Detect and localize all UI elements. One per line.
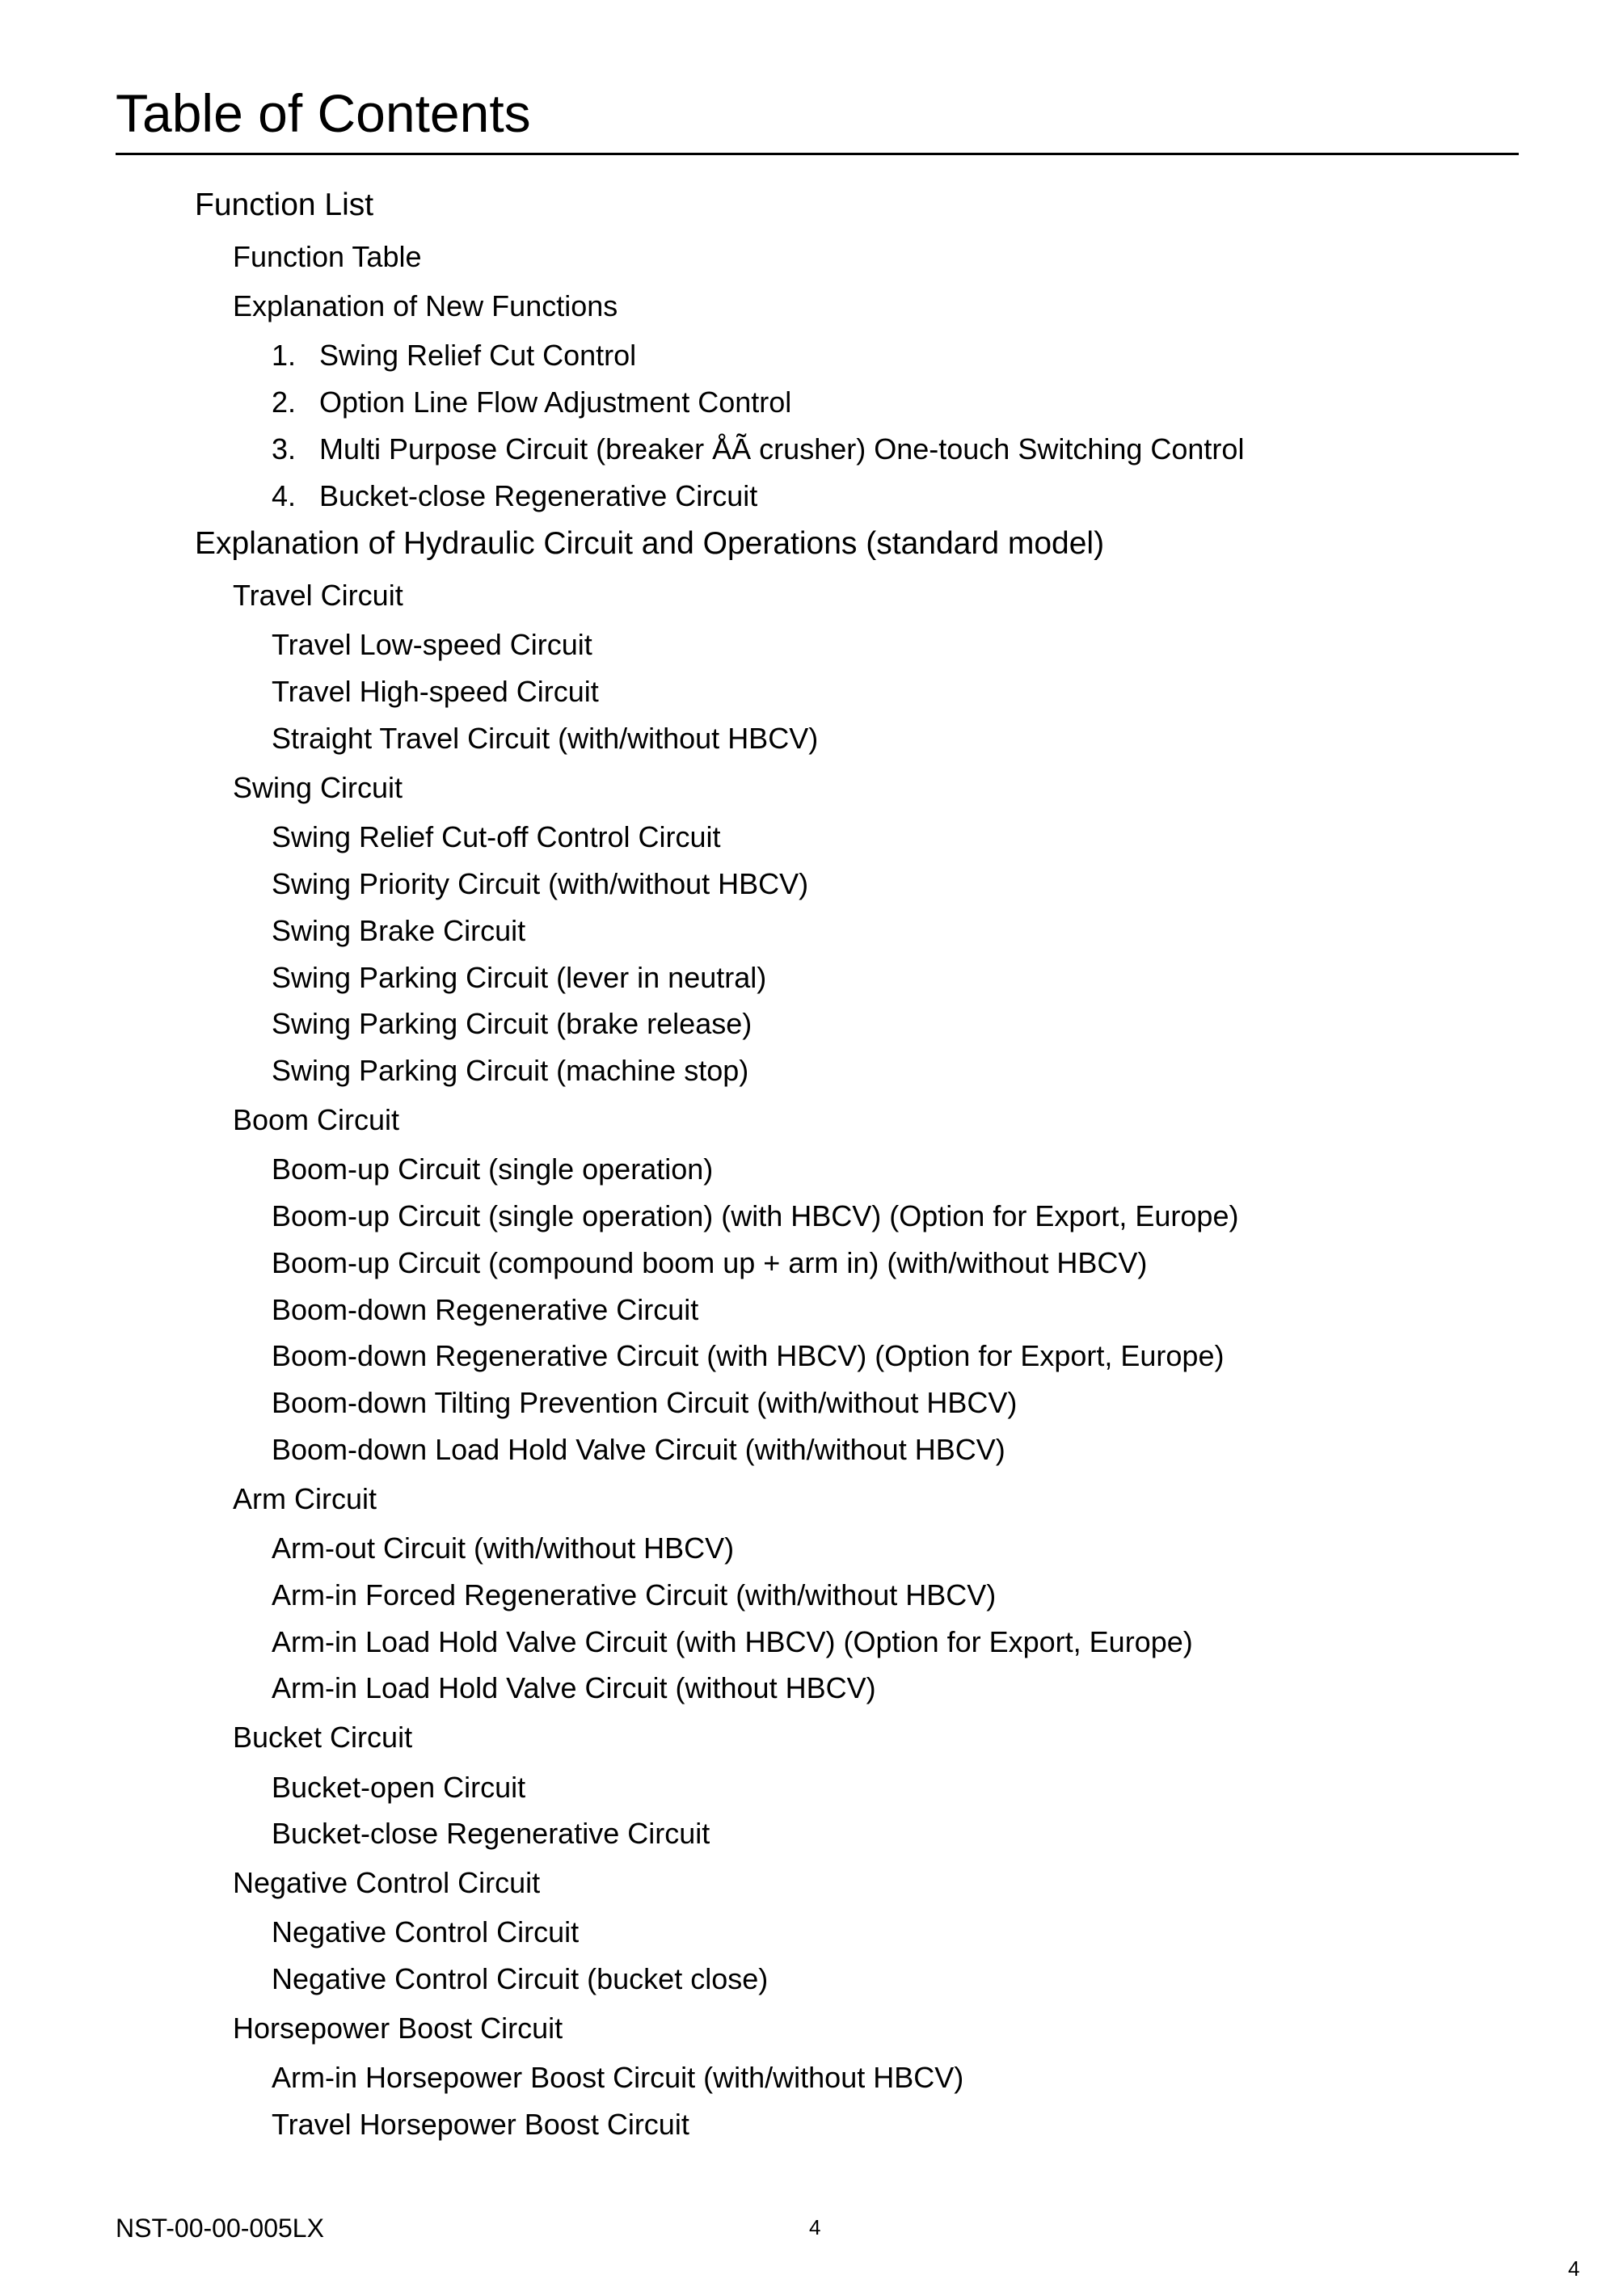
toc-section-swing-circuit[interactable]: Swing Circuit — [233, 771, 403, 804]
toc-section-boom-circuit[interactable]: Boom Circuit — [233, 1103, 400, 1136]
toc-entry[interactable]: Boom-down Load Hold Valve Circuit (with/without HBCV) — [272, 1433, 1005, 1466]
toc-item-label: Option Line Flow Adjustment Control — [319, 385, 792, 419]
toc-entry[interactable]: Swing Priority Circuit (with/without HBCV) — [272, 867, 809, 900]
toc-entry[interactable]: Bucket-close Regenerative Circuit — [272, 1817, 710, 1850]
toc-item-bucket-close-regenerative[interactable] — [272, 479, 758, 512]
toc-entry[interactable]: Travel Horsepower Boost Circuit — [272, 2108, 689, 2141]
toc-entry[interactable]: Arm-in Forced Regenerative Circuit (with/without HBCV) — [272, 1578, 997, 1611]
corner-page-number: 4 — [1568, 2256, 1580, 2281]
toc-entry[interactable]: Arm-out Circuit (with/without HBCV) — [272, 1531, 735, 1565]
toc-item-label: Swing Relief Cut Control — [319, 339, 637, 372]
toc-item-number: 4. — [272, 479, 297, 512]
toc-entry[interactable]: Boom-down Regenerative Circuit (with HBCV) (Option for Export, Europe) — [272, 1339, 1225, 1372]
toc-item-number: 2. — [272, 385, 297, 419]
toc-entry[interactable]: Boom-down Tilting Prevention Circuit (with/without HBCV) — [272, 1386, 1018, 1419]
toc-entry[interactable]: Travel High-speed Circuit — [272, 675, 599, 708]
toc-entry[interactable]: Travel Low-speed Circuit — [272, 628, 592, 661]
toc-section-function-table[interactable]: Function Table — [233, 240, 422, 273]
toc-section-negative-control[interactable]: Negative Control Circuit — [233, 1866, 541, 1899]
toc-section-bucket-circuit[interactable]: Bucket Circuit — [233, 1721, 413, 1754]
toc-section-arm-circuit[interactable]: Arm Circuit — [233, 1482, 377, 1515]
toc-entry[interactable]: Swing Parking Circuit (lever in neutral) — [272, 961, 767, 994]
toc-entry[interactable]: Arm-in Horsepower Boost Circuit (with/without HBCV) — [272, 2061, 964, 2094]
toc-entry[interactable]: Boom-up Circuit (single operation) (with HBCV) (Option for Export, Europe) — [272, 1199, 1239, 1232]
toc-entry[interactable]: Boom-down Regenerative Circuit — [272, 1293, 699, 1326]
toc-section-new-functions[interactable]: Explanation of New Functions — [233, 289, 618, 322]
footer-page-number: 4 — [809, 2215, 821, 2239]
page-title: Table of Contents — [116, 83, 531, 143]
toc-item-multi-purpose-circuit[interactable] — [272, 432, 1245, 466]
toc-section-horsepower-boost[interactable]: Horsepower Boost Circuit — [233, 2012, 563, 2045]
title-divider — [116, 153, 1519, 155]
footer-document-number: NST-00-00-005LX — [116, 2214, 324, 2243]
toc-heading-function-list[interactable]: Function List — [195, 187, 374, 222]
toc-entry[interactable]: Negative Control Circuit — [272, 1915, 580, 1948]
toc-entry[interactable]: Arm-in Load Hold Valve Circuit (with HBCV) (Option for Export, Europe) — [272, 1625, 1193, 1658]
toc-entry[interactable]: Boom-up Circuit (compound boom up + arm in) (with/without HBCV) — [272, 1246, 1148, 1279]
toc-item-number: 1. — [272, 339, 297, 372]
toc-item-swing-relief-cut-control[interactable] — [272, 341, 636, 370]
toc-entry[interactable]: Swing Parking Circuit (machine stop) — [272, 1054, 749, 1087]
toc-item-label: Multi Purpose Circuit (breaker ÅÃ crusher) One-touch Switching Control — [319, 432, 1245, 466]
toc-entry[interactable]: Boom-up Circuit (single operation) — [272, 1152, 714, 1186]
toc-entry[interactable]: Arm-in Load Hold Valve Circuit (without HBCV) — [272, 1671, 876, 1704]
toc-entry[interactable]: Swing Parking Circuit (brake release) — [272, 1007, 752, 1040]
toc-entry[interactable]: Bucket-open Circuit — [272, 1771, 526, 1804]
toc-item-label: Bucket-close Regenerative Circuit — [319, 479, 758, 512]
toc-item-option-line-flow[interactable] — [272, 385, 792, 419]
toc-entry[interactable]: Negative Control Circuit (bucket close) — [272, 1962, 769, 1995]
toc-section-travel-circuit[interactable]: Travel Circuit — [233, 579, 403, 612]
toc-item-number: 3. — [272, 432, 297, 466]
toc-heading-hydraulic-circuit[interactable]: Explanation of Hydraulic Circuit and Operations (standard model) — [195, 526, 1105, 561]
toc-entry[interactable]: Swing Relief Cut-off Control Circuit — [272, 820, 721, 853]
toc-entry[interactable]: Straight Travel Circuit (with/without HBCV) — [272, 722, 819, 755]
toc-entry[interactable]: Swing Brake Circuit — [272, 914, 526, 947]
